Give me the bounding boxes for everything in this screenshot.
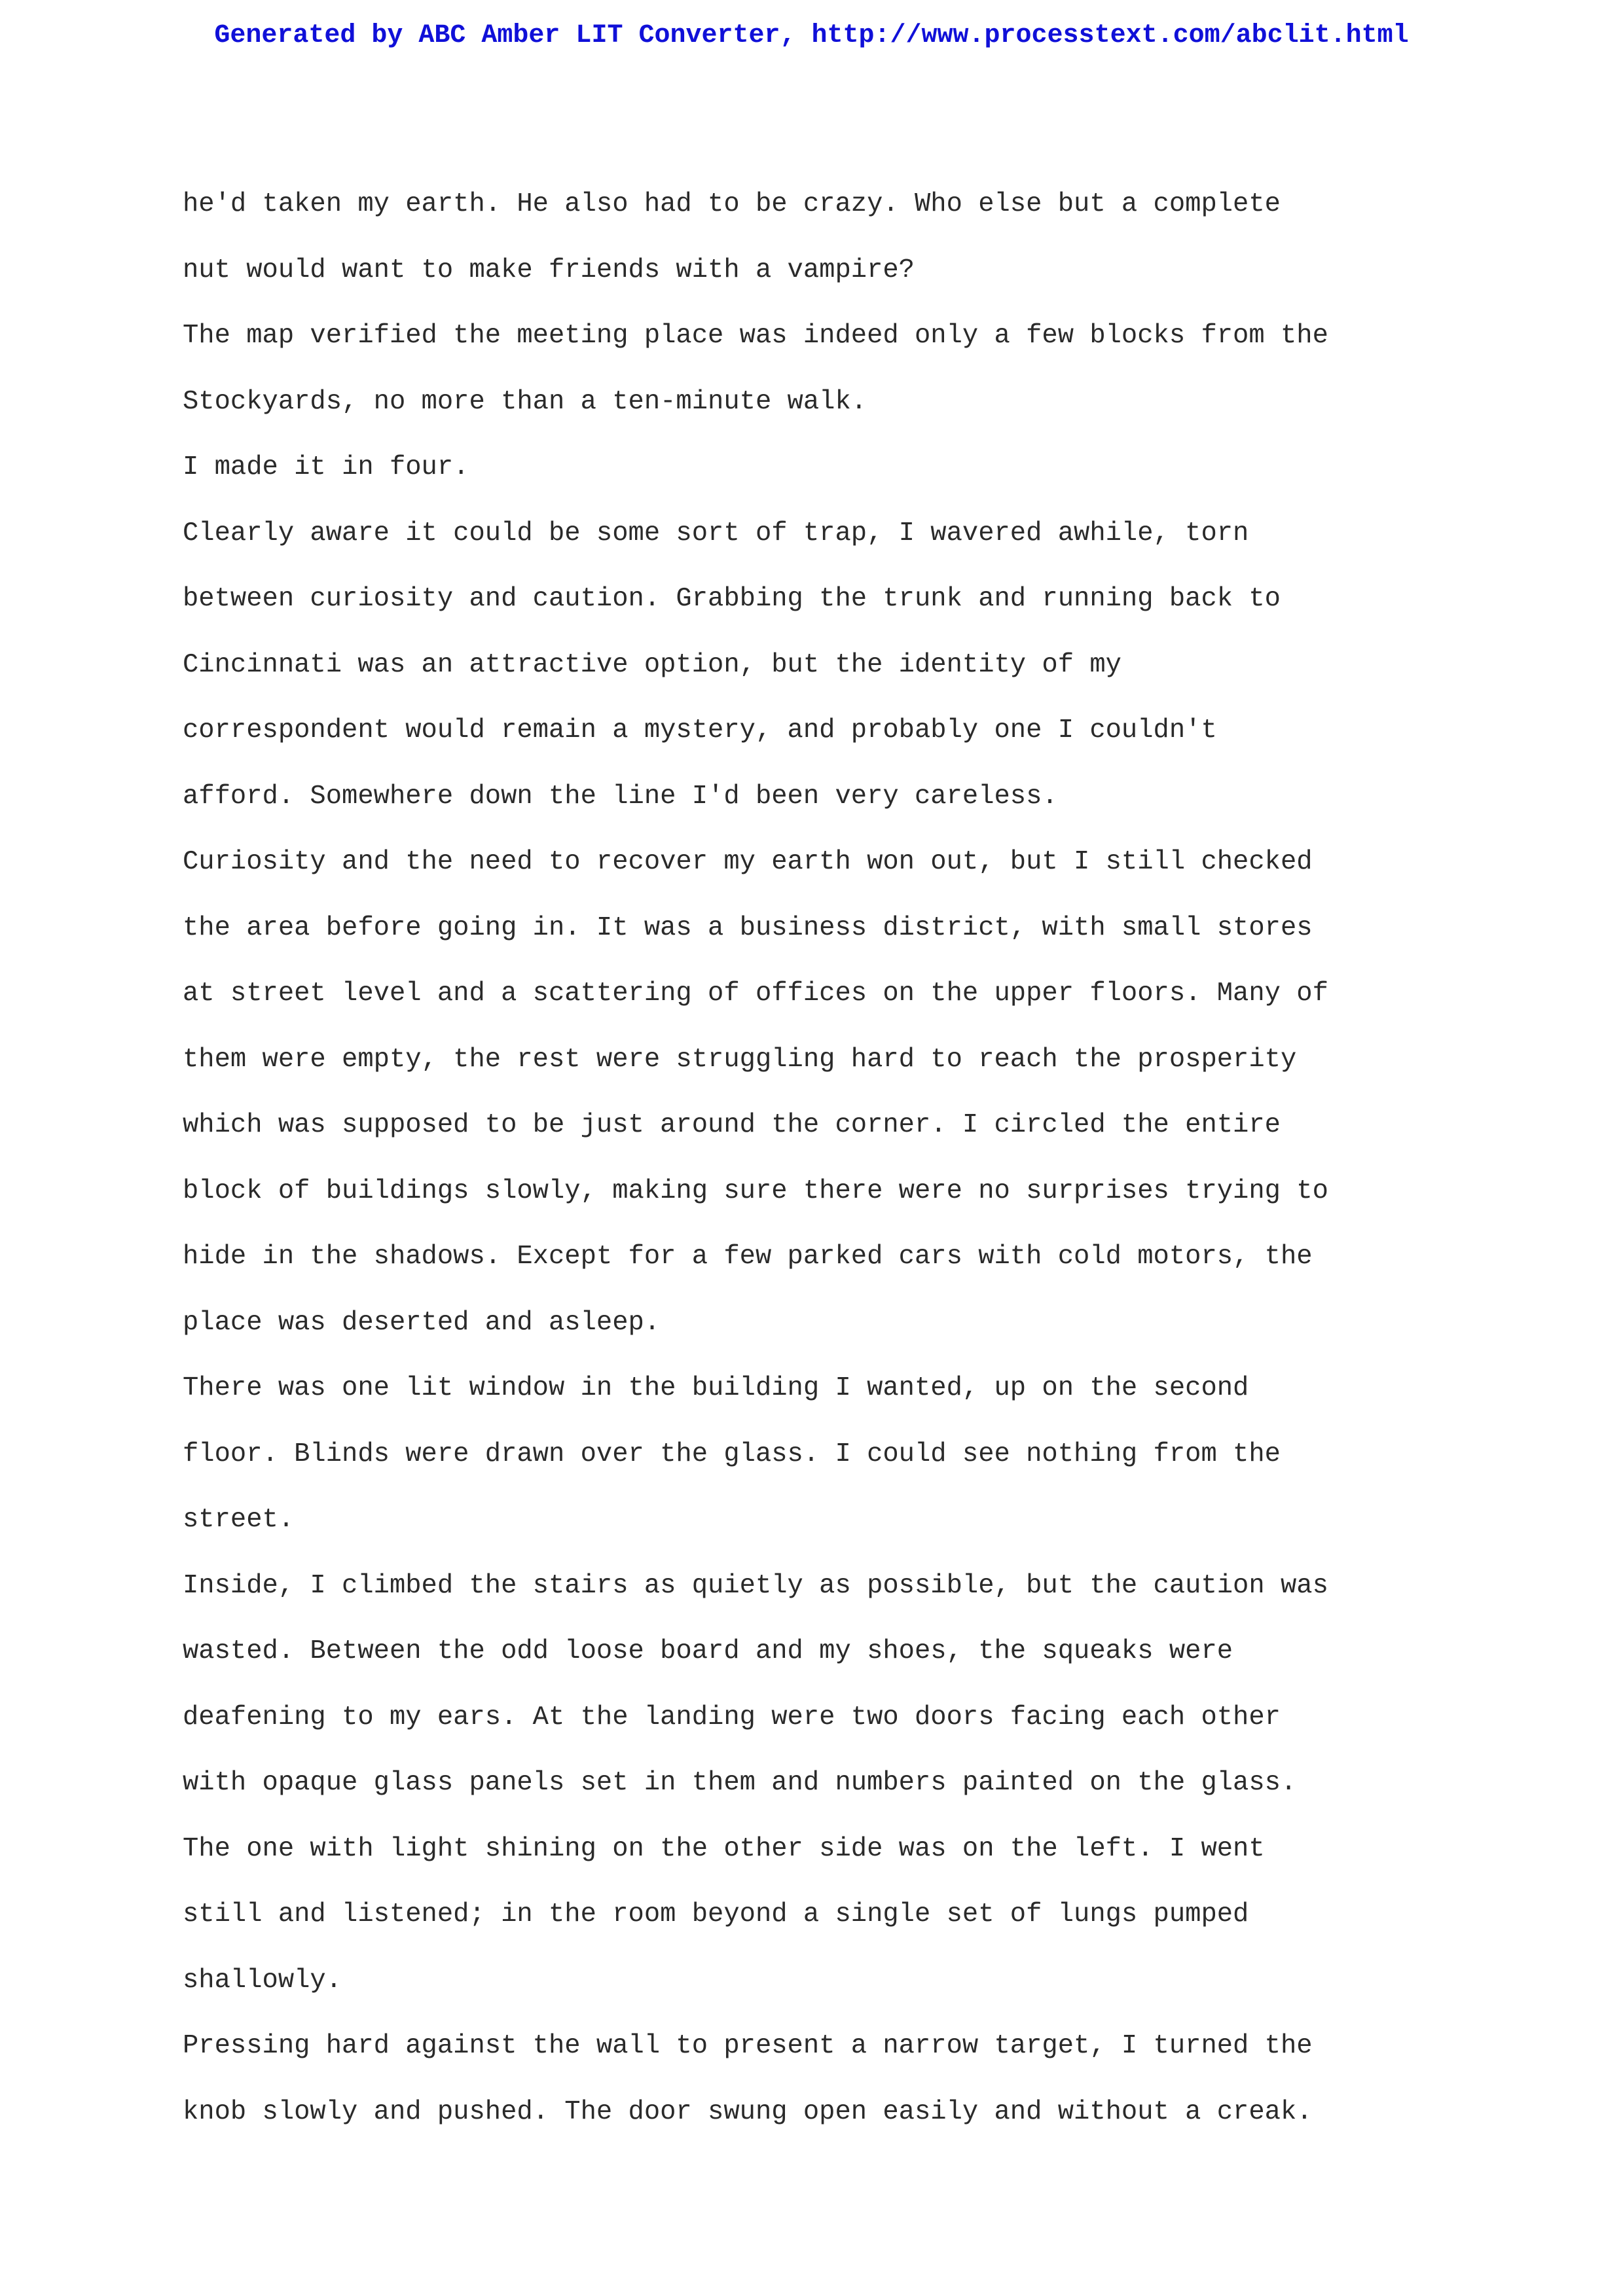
text-line: which was supposed to be just around the corner. I circled the entire	[183, 1110, 1281, 1140]
text-line: deafening to my ears. At the landing were two doors facing each other	[183, 1702, 1281, 1732]
text-line: between curiosity and caution. Grabbing the trunk and running back to	[183, 584, 1281, 614]
text-line: still and listened; in the room beyond a single set of lungs pumped	[183, 1899, 1249, 1929]
text-line: I made it in four.	[183, 452, 469, 482]
text-line: the area before going in. It was a business district, with small stores	[183, 912, 1313, 943]
text-line: floor. Blinds were drawn over the glass. I could see nothing from the	[183, 1439, 1281, 1469]
text-line: There was one lit window in the building I wanted, up on the second	[183, 1373, 1249, 1403]
text-line: place was deserted and asleep.	[183, 1307, 661, 1338]
body-text	[183, 186, 1571, 2159]
text-line: shallowly.	[183, 1965, 342, 1996]
text-line: Pressing hard against the wall to present a narrow target, I turned the	[183, 2031, 1313, 2061]
text-line: wasted. Between the odd loose board and my shoes, the squeaks were	[183, 1636, 1233, 1666]
text-line: afford. Somewhere down the line I'd been very careless.	[183, 781, 1058, 812]
text-line: street.	[183, 1505, 295, 1535]
text-line: Cincinnati was an attractive option, but the identity of my	[183, 649, 1122, 680]
text-line: Curiosity and the need to recover my earth won out, but I still checked	[183, 847, 1313, 877]
text-line: at street level and a scattering of offices on the upper floors. Many of	[183, 978, 1328, 1009]
text-line: hide in the shadows. Except for a few parked cars with cold motors, the	[183, 1242, 1313, 1272]
text-line: Stockyards, no more than a ten-minute walk.	[183, 386, 867, 417]
text-line: Inside, I climbed the stairs as quietly as possible, but the caution was	[183, 1570, 1328, 1601]
text-line: Clearly aware it could be some sort of trap, I wavered awhile, torn	[183, 518, 1249, 548]
text-line: he'd taken my earth. He also had to be crazy. Who else but a complete	[183, 189, 1281, 219]
text-line: block of buildings slowly, making sure there were no surprises trying to	[183, 1175, 1328, 1206]
text-line: knob slowly and pushed. The door swung open easily and without a creak.	[183, 2096, 1313, 2127]
text-line: with opaque glass panels set in them and numbers painted on the glass.	[183, 1768, 1297, 1798]
text-line: The one with light shining on the other side was on the left. I went	[183, 1833, 1265, 1864]
text-line: nut would want to make friends with a vampire?	[183, 255, 915, 285]
converter-header: Generated by ABC Amber LIT Converter, http://www.processtext.com/abclit.html	[214, 21, 1409, 50]
text-line: them were empty, the rest were struggling hard to reach the prosperity	[183, 1044, 1297, 1075]
text-line: The map verified the meeting place was indeed only a few blocks from the	[183, 321, 1328, 351]
text-line: correspondent would remain a mystery, and probably one I couldn't	[183, 715, 1217, 745]
